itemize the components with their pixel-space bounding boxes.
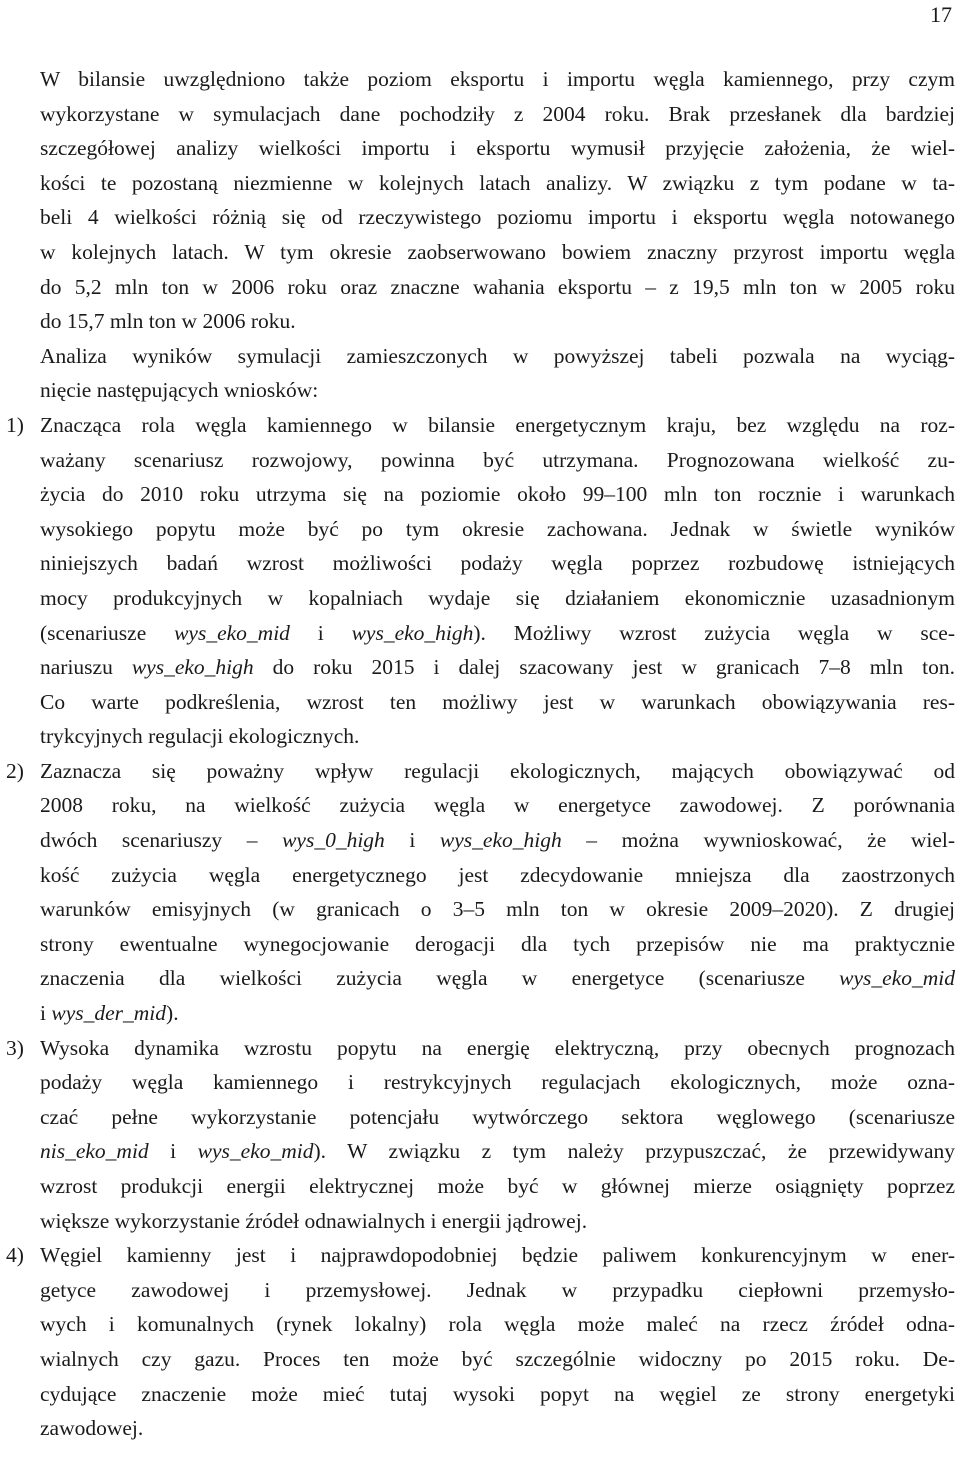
text-segment: ważany scenariusz rozwojowy, powinna być utrzymana. Prognozowana wielkość zu- bbox=[40, 447, 955, 472]
text-line bbox=[0, 1238, 955, 1273]
text-segment: ). W związku z tym należy przypuszczać, że przewidywany bbox=[313, 1139, 956, 1164]
text-line bbox=[0, 1065, 955, 1100]
text-segment: wzrost produkcji energii elektrycznej może być w głównej mierze osiągnięty poprzez bbox=[40, 1174, 955, 1198]
text-segment: nariuszu bbox=[40, 655, 132, 680]
conclusions-list bbox=[0, 408, 955, 1446]
text-segment: ). bbox=[166, 1001, 179, 1026]
text-line bbox=[0, 408, 955, 443]
page-number: 17 bbox=[930, 2, 952, 27]
text-segment: i bbox=[384, 828, 440, 853]
scenario-name: wys_eko_high bbox=[351, 620, 474, 645]
text-segment: ). Możliwy wzrost zużycia węgla w sce- bbox=[473, 620, 955, 645]
text-line bbox=[0, 1273, 955, 1308]
text-line bbox=[0, 961, 955, 996]
list-item bbox=[0, 754, 955, 1031]
text-line: do 15,7 mln ton w 2006 roku. bbox=[40, 309, 296, 334]
text-segment: trykcyjnych regulacji ekologicznych. bbox=[40, 724, 360, 749]
text-line bbox=[0, 1204, 955, 1239]
text-line: w kolejnych latach. W tym okresie zaobserwowano bowiem znaczny przyrost importu węgla bbox=[40, 239, 955, 264]
text-segment: znaczenia dla wielkości zużycia węgla w energetyce (scenariusze bbox=[40, 966, 840, 991]
list-item bbox=[0, 1238, 955, 1446]
scenario-name: wys_eko_mid bbox=[197, 1139, 314, 1164]
text-line bbox=[0, 1031, 955, 1066]
text-line bbox=[0, 892, 955, 927]
list-number: 4) bbox=[6, 1243, 24, 1268]
text-segment: Węgiel kamienny jest i najprawdopodobniej będzie paliwem konkurencyjnym w ener- bbox=[40, 1243, 955, 1268]
text-line bbox=[0, 650, 955, 685]
text-segment: wialnych czy gazu. Proces ten może być szczególnie widoczny po 2015 roku. De- bbox=[40, 1346, 955, 1371]
text-segment: do roku 2015 i dalej szacowany jest w granicach 7–8 mln ton. bbox=[253, 655, 955, 680]
text-line bbox=[0, 1307, 955, 1342]
text-line bbox=[0, 1100, 955, 1135]
text-line: beli 4 wielkości różnią się od rzeczywistego poziomu importu i eksportu węgla notowanego bbox=[40, 205, 955, 230]
text-segment: większe wykorzystanie źródeł odnawialnych i energii jądrowej. bbox=[40, 1208, 588, 1233]
text-line bbox=[0, 512, 955, 547]
text-line bbox=[0, 858, 955, 893]
text-segment: wych i komunalnych (rynek lokalny) rola węgla może maleć na rzecz źródeł odna- bbox=[40, 1312, 955, 1337]
text-line bbox=[0, 823, 955, 858]
scenario-name: wys_eko_high bbox=[131, 655, 254, 680]
text-line: Analiza wyników symulacji zamieszczonych w powyższej tabeli pozwala na wyciąg- bbox=[40, 343, 955, 368]
text-line bbox=[0, 616, 955, 651]
document-body bbox=[0, 62, 955, 1446]
scenario-name: wys_eko_high bbox=[439, 828, 562, 853]
text-segment: Co warte podkreślenia, wzrost ten możliwy jest w warunkach obowiązywania res- bbox=[40, 689, 955, 714]
text-line bbox=[0, 1411, 955, 1446]
text-line bbox=[0, 685, 955, 720]
text-line: szczegółowej analizy wielkości importu i eksportu wymusił przyjęcie założenia, że wiel- bbox=[40, 136, 955, 161]
text-line: do 5,2 mln ton w 2006 roku oraz znaczne wahania eksportu – z 19,5 mln ton w 2005 roku bbox=[40, 274, 955, 299]
text-segment: dwóch scenariuszy – bbox=[40, 828, 283, 853]
text-segment: i bbox=[40, 1001, 52, 1026]
text-line bbox=[0, 996, 955, 1031]
text-line bbox=[0, 443, 955, 478]
list-number: 1) bbox=[6, 412, 24, 437]
text-segment: podaży węgla kamiennego i restrykcyjnych regulacjach ekologicznych, może ozna- bbox=[40, 1070, 955, 1095]
text-line bbox=[0, 754, 955, 789]
text-segment: Zaznacza się poważny wpływ regulacji ekologicznych, mających obowiązywać od bbox=[40, 758, 955, 783]
text-segment: getyce zawodowej i przemysłowej. Jednak w przypadku ciepłowni przemysło- bbox=[40, 1277, 955, 1302]
list-item bbox=[0, 408, 955, 754]
text-segment: niniejszych badań wzrost możliwości podaży węgla poprzez rozbudowę istniejących bbox=[40, 551, 955, 576]
text-segment: 2008 roku, na wielkość zużycia węgla w energetyce zawodowej. Z porównania bbox=[40, 793, 955, 818]
text-line: W bilansie uwzględniono także poziom eksportu i importu węgla kamiennego, przy czym bbox=[40, 67, 955, 91]
text-segment: strony ewentualne wynegocjowanie derogacji dla tych przepisów nie ma praktycznie bbox=[40, 931, 955, 956]
text-segment: życia do 2010 roku utrzyma się na poziomie około 99–100 mln ton rocznie i warunkach bbox=[40, 482, 955, 507]
text-line bbox=[0, 1377, 955, 1412]
text-line bbox=[0, 788, 955, 823]
text-line bbox=[0, 581, 955, 616]
text-line bbox=[0, 477, 955, 512]
text-segment: zawodowej. bbox=[40, 1416, 144, 1441]
scenario-name: wys_der_mid bbox=[51, 1001, 167, 1026]
text-segment: kość zużycia węgla energetycznego jest zdecydowanie mniejsza dla zaostrzonych bbox=[40, 862, 955, 887]
text-line: wykorzystane w symulacjach dane pochodziły z 2004 roku. Brak przesłanek dla bardziej bbox=[40, 101, 955, 126]
text-segment: mocy produkcyjnych w kopalniach wydaje się działaniem ekonomicznie uzasadnionym bbox=[40, 585, 955, 610]
list-number: 3) bbox=[6, 1035, 24, 1060]
text-segment: i bbox=[148, 1139, 198, 1164]
list-item bbox=[0, 1031, 955, 1239]
text-segment: Wysoka dynamika wzrostu popytu na energię elektryczną, przy obecnych prognozach bbox=[40, 1035, 955, 1060]
text-line bbox=[0, 1134, 955, 1169]
paragraph-analysis-intro bbox=[0, 339, 955, 408]
text-segment: wysokiego popytu może być po tym okresie zachowana. Jednak w świetle wyników bbox=[40, 516, 955, 541]
text-segment: i bbox=[289, 620, 352, 645]
text-line bbox=[0, 927, 955, 962]
text-segment: czać pełne wykorzystanie potencjału wytwórczego sektora węglowego (scenariusze bbox=[40, 1104, 955, 1129]
list-number: 2) bbox=[6, 758, 24, 783]
paragraph-import-export bbox=[0, 62, 955, 339]
text-line bbox=[0, 719, 955, 754]
text-segment: (scenariusze bbox=[40, 620, 175, 645]
scenario-name: wys_eko_mid bbox=[839, 966, 955, 991]
text-line bbox=[0, 1169, 955, 1204]
text-segment: – można wywnioskować, że wiel- bbox=[561, 828, 955, 853]
text-segment: warunków emisyjnych (w granicach o 3–5 mln ton w okresie 2009–2020). Z drugiej bbox=[40, 897, 955, 922]
text-line: nięcie następujących wniosków: bbox=[40, 378, 319, 403]
text-segment: Znacząca rola węgla kamiennego w bilansie energetycznym kraju, bez względu na roz- bbox=[40, 412, 955, 437]
scenario-name: wys_0_high bbox=[282, 828, 385, 853]
scenario-name: wys_eko_mid bbox=[174, 620, 290, 645]
text-line bbox=[0, 1342, 955, 1377]
text-line bbox=[0, 546, 955, 581]
text-line: kości te pozostaną niezmienne w kolejnych latach analizy. W związku z tym podane w ta- bbox=[40, 170, 955, 195]
text-segment: cydujące znaczenie może mieć tutaj wysoki popyt na węgiel ze strony energetyki bbox=[40, 1381, 955, 1406]
scenario-name: nis_eko_mid bbox=[40, 1139, 149, 1164]
